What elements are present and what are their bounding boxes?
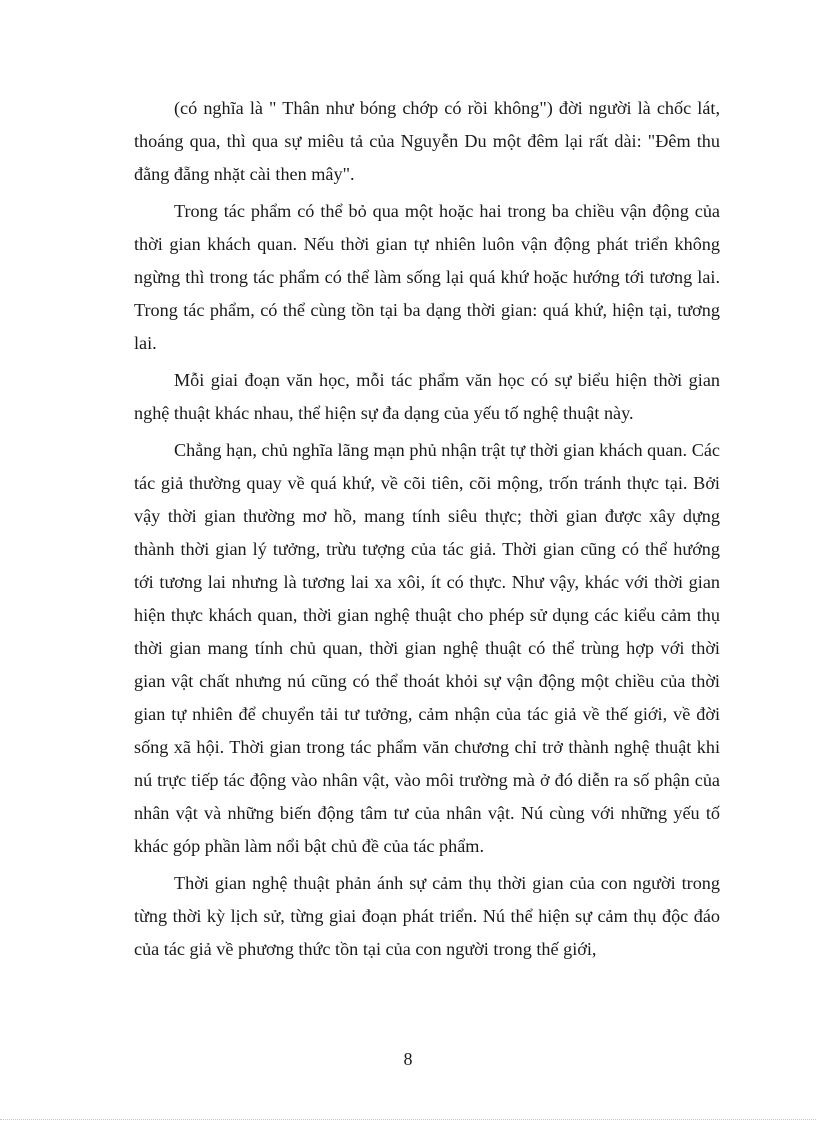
paragraph-3: Mỗi giai đoạn văn học, mỗi tác phẩm văn học có sự biểu hiện thời gian nghệ thuật khác nhau, thể hiện sự đa dạng của yếu tố nghệ thuật này. [134, 370, 720, 423]
body-text [134, 92, 720, 970]
page-bottom-divider [0, 1119, 816, 1120]
paragraph-4: Chẳng hạn, chủ nghĩa lãng mạn phủ nhận trật tự thời gian khách quan. Các tác giả thường quay về quá khứ, về cõi tiên, cõi mộng, trốn tránh thực tại. Bởi vậy thời gian thường mơ hồ, mang tính siêu thực; thời gian được xây dựng thành thời gian lý tưởng, trừu tượng của tác giả. Thời gian cũng có thể hướng tới tương lai nhưng là tương lai xa xôi, ít có thực. Như vậy, khác với thời gian hiện thực khách quan, thời gian nghệ thuật cho phép sử dụng các kiểu cảm thụ thời gian mang tính chủ quan, thời gian nghệ thuật có thể trùng hợp với thời gian vật chất nhưng nú cũng có thể thoát khỏi sự vận động một chiều của thời gian tự nhiên để chuyển tải tư tưởng, cảm nhận của tác giả về thế giới, về đời sống xã hội. Thời gian trong tác phẩm văn chương chỉ trở thành nghệ thuật khi nú trực tiếp tác động vào nhân vật, vào môi trường mà ở đó diễn ra số phận của nhân vật và những biến động tâm tư của nhân vật. Nú cùng với những yếu tố khác góp phần làm nổi bật chủ đề của tác phẩm. [134, 440, 720, 856]
paragraph-1: (có nghĩa là " Thân như bóng chớp có rồi không") đời người là chốc lát, thoáng qua, thì qua sự miêu tả của Nguyễn Du một đêm lại rất dài: "Đêm thu đằng đẵng nhặt cài then mây". [134, 98, 720, 184]
paragraph-5: Thời gian nghệ thuật phản ánh sự cảm thụ thời gian của con người trong từng thời kỳ lịch sử, từng giai đoạn phát triển. Nú thể hiện sự cảm thụ độc đáo của tác giả về phương thức tồn tại của con người trong thế giới, [134, 873, 720, 959]
page-number: 8 [403, 1049, 413, 1069]
paragraph-2: Trong tác phẩm có thể bỏ qua một hoặc hai trong ba chiều vận động của thời gian khách quan. Nếu thời gian tự nhiên luôn vận động phát triển không ngừng thì trong tác phẩm có thể làm sống lại quá khứ hoặc hướng tới tương lai. Trong tác phẩm, có thể cùng tồn tại ba dạng thời gian: quá khứ, hiện tại, tương lai. [134, 201, 720, 353]
